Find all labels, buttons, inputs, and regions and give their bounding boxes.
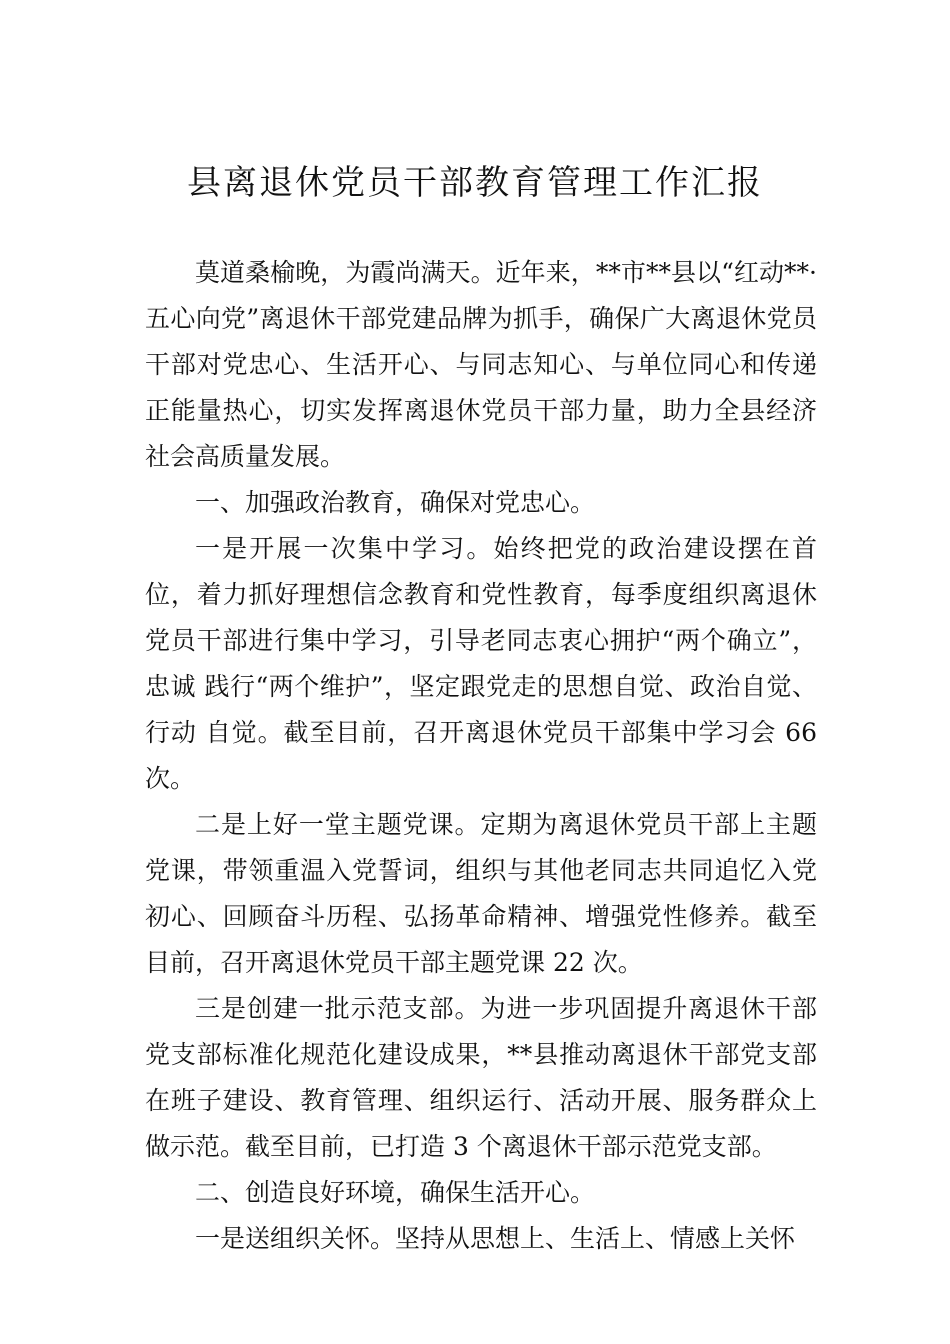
paragraph-study: 一是开展一次集中学习。始终把党的政治建设摆在首位，着力抓好理想信念教育和党性教育，每季度组织离退休党员干部进行集中学习，引导老同志衷心拥护“两个确立”，忠诚 践行“两个维护”，坚定跟党走的思想自觉、政治自觉、行动 自觉。截至目前，召开离退休党员干部集中学习会 66 次。 bbox=[145, 534, 817, 793]
paragraph-care: 一是送组织关怀。坚持从思想上、生活上、情感上关怀 bbox=[195, 1224, 796, 1253]
section-heading-1: 一、加强政治教育，确保对党忠心。 bbox=[195, 488, 596, 517]
document-body bbox=[145, 250, 817, 1262]
intro-paragraph: 莫道桑榆晚，为霞尚满天。近年来，**市**县以“红动**·五心向党”离退休干部党建品牌为抓手，确保广大离退休党员干部对党忠心、生活开心、与同志知心、与单位同心和传递正能量热心，切实发挥离退休党员干部力量，助力全县经济社会高质量发展。 bbox=[145, 258, 817, 471]
paragraph-model-branch: 三是创建一批示范支部。为进一步巩固提升离退休干部党支部标准化规范化建设成果，**县推动离退休干部党支部在班子建设、教育管理、组织运行、活动开展、服务群众上做示范。截至目前，已打造 3 个离退休干部示范党支部。 bbox=[145, 994, 817, 1161]
paragraph-party-lesson: 二是上好一堂主题党课。定期为离退休党员干部上主题党课，带领重温入党誓词，组织与其他老同志共同追忆入党初心、回顾奋斗历程、弘扬革命精神、增强党性修养。截至目前，召开离退休党员干部主题党课 22 次。 bbox=[145, 810, 817, 977]
document-title: 县离退休党员干部教育管理工作汇报 bbox=[187, 163, 763, 203]
section-heading-2: 二、创造良好环境，确保生活开心。 bbox=[195, 1178, 596, 1207]
